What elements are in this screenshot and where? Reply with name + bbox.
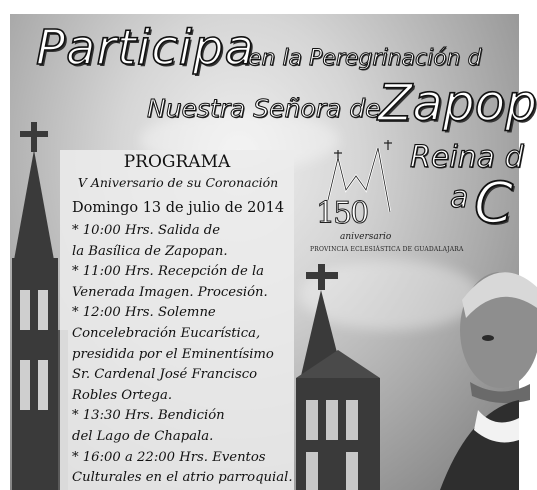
title-participa: Participa — [36, 20, 255, 76]
title-peregrinacion: en la Peregrinación d — [248, 46, 482, 71]
left-window — [20, 360, 30, 410]
program-line: * 16:00 a 22:00 Hrs. Eventos — [72, 449, 266, 465]
anniversary-province: PROVINCIA ECLESIÁSTICA DE GUADALAJARA — [310, 246, 464, 253]
left-window — [38, 360, 48, 410]
program-list — [72, 221, 293, 489]
right-window — [306, 400, 318, 440]
program-line: Robles Ortega. — [72, 387, 173, 403]
program-heading: PROGRAMA — [123, 152, 231, 172]
anniversary-word: aniversario — [340, 232, 392, 242]
program-line: * 13:30 Hrs. Bendición — [72, 408, 225, 424]
right-window — [326, 400, 338, 440]
program-line: la Basílica de Zapopan. — [72, 243, 228, 259]
title-c: C — [474, 171, 514, 236]
program-line: Culturales en el atrio parroquial. — [72, 470, 293, 486]
right-window — [346, 400, 358, 440]
eye — [482, 335, 494, 341]
program-line: * 11:00 Hrs. Recepción de la — [72, 264, 265, 280]
left-tower-body — [12, 258, 58, 490]
title-zapopan: Zapop — [378, 74, 537, 132]
right-tower — [296, 264, 380, 490]
program-line: del Lago de Chapala. — [72, 428, 214, 444]
right-cross-bar — [306, 272, 338, 279]
left-spire — [14, 150, 54, 260]
program-line: Concelebración Eucarística, — [72, 325, 261, 341]
program-subheading: V Aniversario de su Coronación — [77, 175, 279, 190]
cardinal-photo — [440, 272, 537, 490]
program-line: Venerada Imagen. Procesión. — [72, 284, 268, 300]
anniversary-number: 150 — [316, 196, 368, 231]
program-line: * 10:00 Hrs. Salida de — [72, 223, 221, 238]
left-window — [38, 290, 48, 330]
left-window — [20, 290, 30, 330]
program-line: * 12:00 Hrs. Solemne — [72, 305, 216, 321]
title-reina: Reina d — [410, 140, 524, 175]
left-cross-bar — [20, 131, 48, 137]
program-line: Sr. Cardenal José Francisco — [72, 367, 258, 383]
right-window — [346, 452, 358, 490]
right-window — [306, 452, 318, 490]
program-date: Domingo 13 de julio de 2014 — [72, 200, 285, 216]
title-nuestra-senora: Nuestra Señora de — [147, 94, 381, 123]
title-a: a — [450, 180, 469, 215]
program-line: presidida por el Eminentísimo — [72, 346, 274, 362]
